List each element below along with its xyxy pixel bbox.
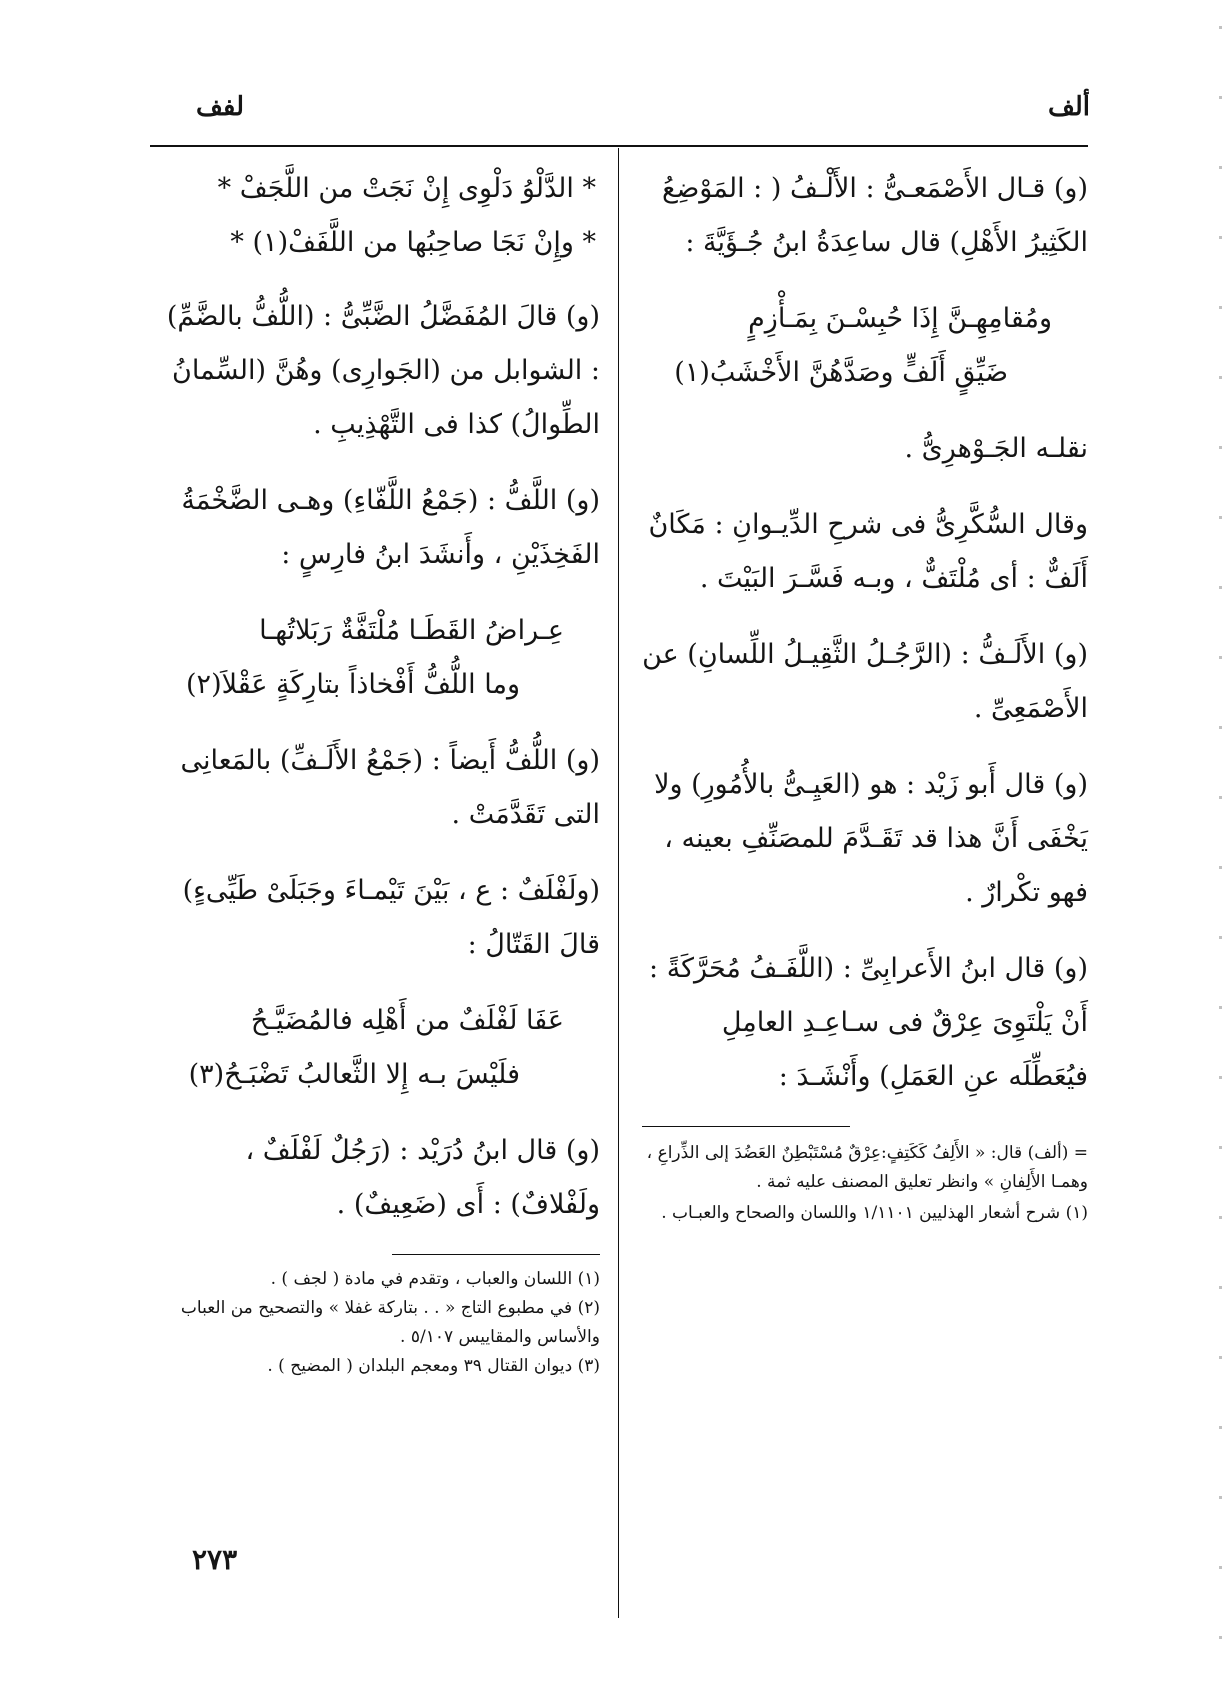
verse-line: عَفَا لَفْلَفٌ من أَهْلِه فالمُضَيَّـحُ: [250, 1005, 564, 1036]
entry-paragraph: (و) قال ابنُ الأَعرابِىِّ : (اللَّفَـفُ مُحَرَّكَةً : أَنْ يَلْتَوِىَ عِرْقٌ فى سـاعِـدِ العامِلِ فيُعَطِّلَه عنِ العَمَلِ) وأَنْشَـدَ :: [649, 953, 1088, 1092]
entry-paragraph: (و) قـال الأَصْمَعـىُّ : الأَلْـفُ ( : المَوْضِعُ الكَثِيرُ الأَهْلِ) قال ساعِدَةُ ابنُ جُـؤَيَّةَ :: [661, 173, 1088, 258]
verse-line: ضَيِّقٍ أَلَفٍّ وصَدَّهُنَّ الأَخْشَبُ(١): [674, 357, 1008, 388]
poem-verse: [154, 604, 600, 712]
footnote-continuation: = (ألف) قال: « الأَلِفُ كَكَتِفٍ:عِرْقٌ مُسْتَبْطِنٌ العَضُدَ إلى الذِّراعِ ، وهمـا الأَلِفانِ » وانظر تعليق المصنف عليه ثمة .: [646, 1143, 1088, 1192]
footnote: (٣) ديوان القتال ٣٩ ومعجم البلدان ( المضيح ) .: [267, 1356, 600, 1376]
entry-paragraph: (و) الأَلَـفُّ : (الرَّجُـلُ الثَّقِيـلُ اللِّسانِ) عن الأَصْمَعِىِّ .: [642, 639, 1088, 724]
scan-edge-marks: [1219, 0, 1222, 1684]
verse-line: وما اللُّفُّ أَفْخاذاً بتارِكَةٍ عَقْلاَ(٢): [186, 669, 520, 700]
entry-paragraph: (و) اللَّفُّ : (جَمْعُ اللَّفّاءِ) وهـى الضَّخْمَةُ الفَخِذَيْنِ ، وأَنشَدَ ابنُ فارِسٍ :: [181, 485, 600, 570]
entry-paragraph: (و) قال أَبو زَيْد : هو (العَيِـىُّ بالأُمُورِ) ولا يَخْفَى أَنَّ هذا قد تَقَـدَّمَ للمصَنِّفِ بعينه ، فهو تكْرارٌ .: [654, 769, 1088, 908]
verse-line: فلَيْسَ بـه إِلا الثَّعالبُ تَضْبَـحُ(٣): [188, 1059, 520, 1090]
header-rule: [150, 145, 1088, 147]
verse-line: عِـراضُ القَطَـا مُلْتَفَّةٌ رَبَلاتُهـا: [259, 615, 564, 646]
page-number: ٢٧٣: [192, 1543, 238, 1576]
footnote-rule: [392, 1254, 600, 1255]
rajaz-line: * الدَّلْوُ دَلْوِى إِنْ نَجَتْ من اللَّجَفْ *: [217, 173, 596, 204]
left-column: [154, 162, 600, 1381]
footnote: (١) اللسان والعباب ، وتقدم في مادة ( لجف ) .: [270, 1269, 600, 1289]
running-head-right: ألف: [1047, 92, 1090, 122]
entry-paragraph: (و) قال ابنُ دُرَيْد : (رَجُلٌ لَفْلَفٌ ، ولَفْلافٌ) : أَى (ضَعِيفٌ) .: [245, 1135, 600, 1220]
footnote: (٢) في مطبوع التاج « . . بتاركة غفلا » والتصحيح من العباب والأساس والمقاييس ٥/١٠٧ .: [180, 1298, 600, 1347]
rajaz-line: * وإِنْ نَجَا صاحِبُها من اللَّفَفْ(١) *: [230, 227, 596, 258]
poem-verse: [154, 994, 600, 1102]
running-head-left: لفف: [196, 92, 244, 122]
column-divider: [618, 148, 619, 1618]
entry-paragraph: وقال السُّكَّرِىُّ فى شرحِ الدِّيـوانِ : مَكَانٌ أَلَفٌّ : أى مُلْتَفٌّ ، وبـه فَسَّـرَ البَيْتَ .: [648, 509, 1088, 594]
right-column: [642, 162, 1088, 1228]
poem-verse: [642, 292, 1088, 400]
footnote-rule: [642, 1126, 850, 1127]
entry-paragraph: (ولَفْلَفٌ : ع ، بَيْنَ تَيْمـاءَ وجَبَلَىْ طَيِّىءٍ) قالَ القَتّالُ :: [182, 875, 600, 960]
entry-paragraph: (و) اللُّفُّ أَيضاً : (جَمْعُ الأَلَـفِّ) بالمَعانِى التى تَقَدَّمَتْ .: [180, 745, 600, 830]
footnote: (١) شرح أشعار الهذليين ١/١١٠١ واللسان والصحاح والعبـاب .: [661, 1203, 1088, 1223]
entry-paragraph: نقلـه الجَـوْهرِىُّ .: [904, 433, 1088, 464]
verse-line: ومُقامِهِـنَّ إِذَا حُبِسْـنَ بِمَـأْزِمٍ: [748, 303, 1052, 334]
entry-paragraph: (و) قالَ المُفَضَّلُ الضَّبِّىُّ : (اللُّفُّ بالضَّمِّ) : الشوابل من (الجَوارِى) وهُنَّ (السِّمانُ الطِّوالُ) كذا فى التَّهْذِيبِ .: [166, 301, 600, 440]
